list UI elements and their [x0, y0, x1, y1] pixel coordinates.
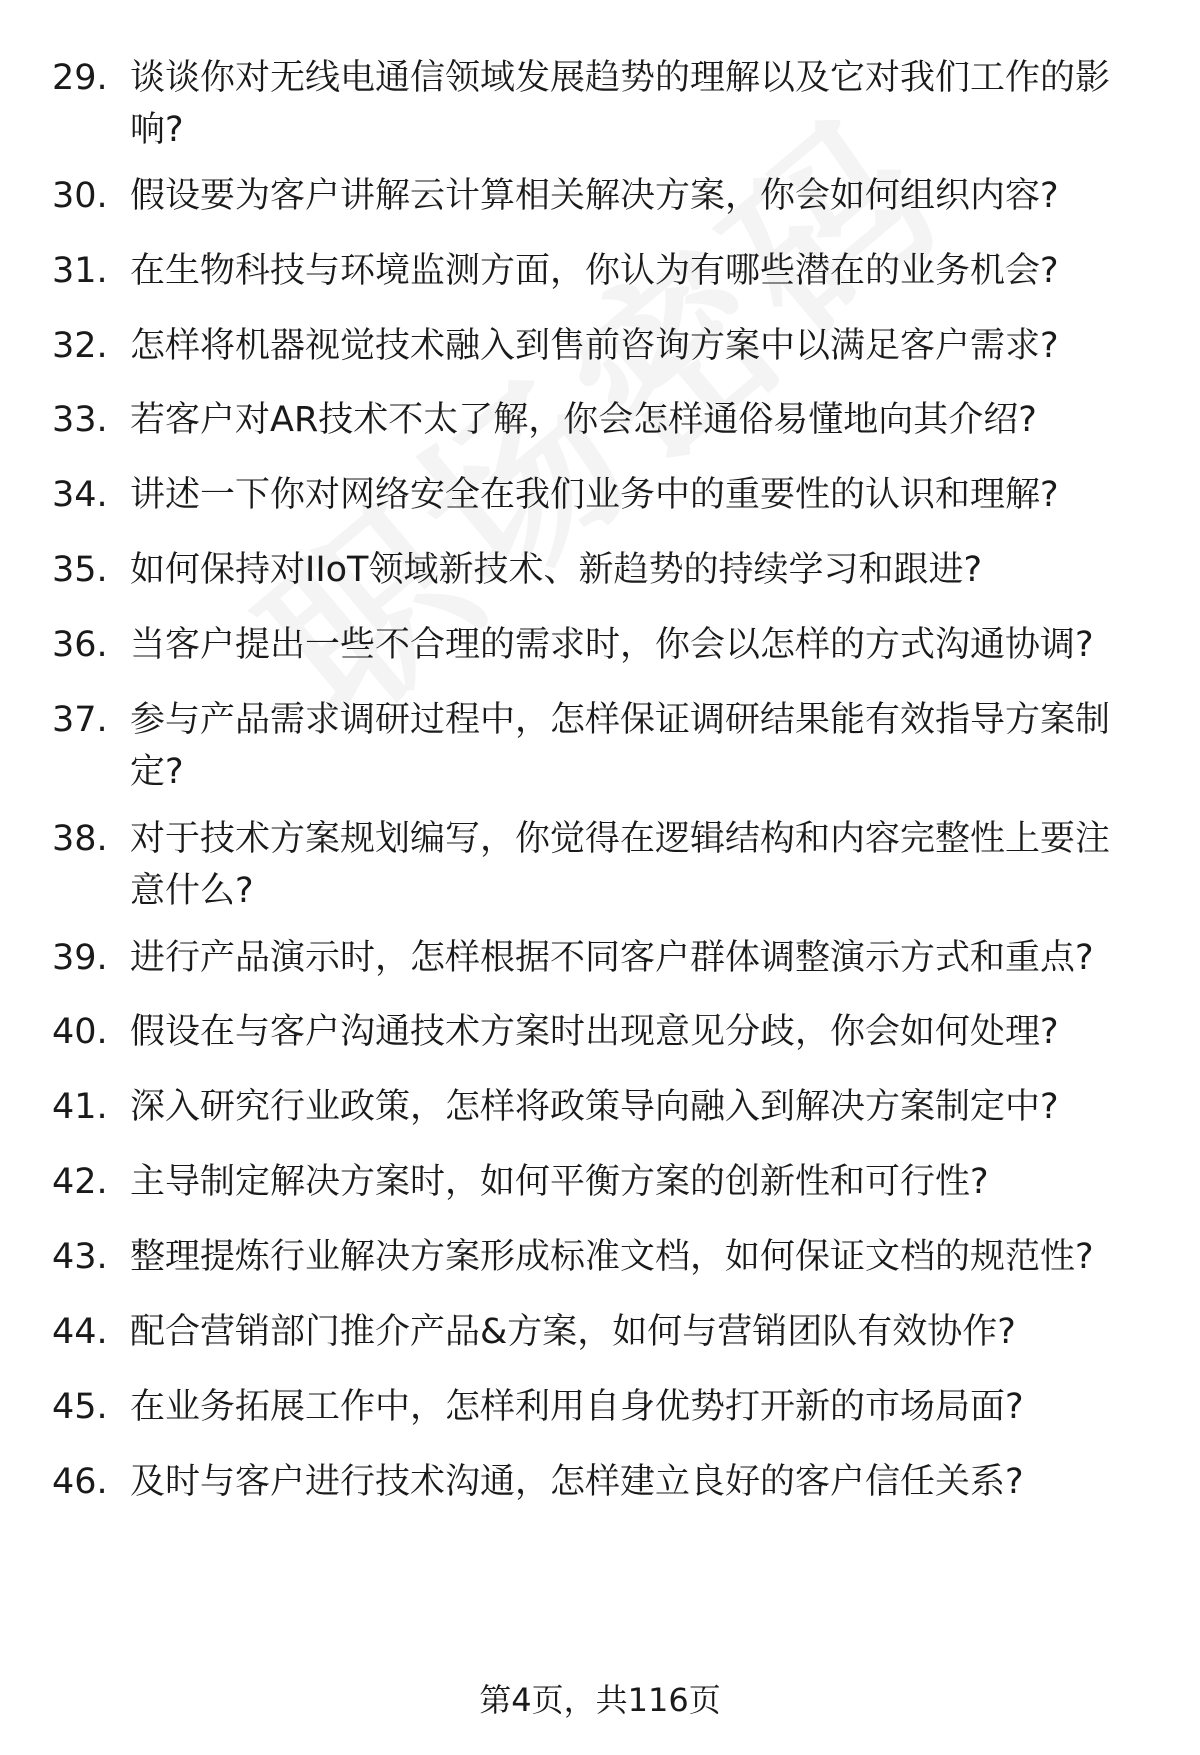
- question-number: 36.: [52, 625, 108, 665]
- question-text: 进行产品演示时，怎样根据不同客户群体调整演示方式和重点?: [130, 938, 1094, 978]
- question-number: 38.: [52, 819, 108, 859]
- question-text: 谈谈你对无线电通信领域发展趋势的理解以及它对我们工作的影响?: [130, 58, 1111, 150]
- question-number: 41.: [52, 1087, 108, 1127]
- question-text: 假设要为客户讲解云计算相关解决方案，你会如何组织内容?: [130, 176, 1059, 216]
- question-text: 主导制定解决方案时，如何平衡方案的创新性和可行性?: [130, 1162, 989, 1202]
- question-text: 怎样将机器视觉技术融入到售前咨询方案中以满足客户需求?: [130, 326, 1059, 366]
- question-number: 33.: [52, 400, 108, 440]
- question-text: 若客户对AR技术不太了解，你会怎样通俗易懂地向其介绍?: [130, 400, 1037, 440]
- question-number: 43.: [52, 1237, 108, 1277]
- question-text: 讲述一下你对网络安全在我们业务中的重要性的认识和理解?: [130, 475, 1059, 515]
- question-number: 35.: [52, 550, 108, 590]
- page-footer: 第4页，共116页: [479, 1681, 721, 1719]
- question-text: 深入研究行业政策，怎样将政策导向融入到解决方案制定中?: [130, 1087, 1059, 1127]
- question-number: 30.: [52, 176, 108, 216]
- question-text: 在生物科技与环境监测方面，你认为有哪些潜在的业务机会?: [130, 251, 1059, 291]
- question-text: 及时与客户进行技术沟通，怎样建立良好的客户信任关系?: [130, 1462, 1024, 1502]
- question-number: 44.: [52, 1312, 108, 1352]
- question-text: 整理提炼行业解决方案形成标准文档，如何保证文档的规范性?: [130, 1237, 1094, 1277]
- question-text: 对于技术方案规划编写，你觉得在逻辑结构和内容完整性上要注意什么?: [130, 819, 1111, 911]
- question-number: 37.: [52, 700, 108, 740]
- question-number: 31.: [52, 251, 108, 291]
- question-text: 配合营销部门推介产品&方案，如何与营销团队有效协作?: [130, 1312, 1016, 1352]
- question-number: 32.: [52, 326, 108, 366]
- question-text: 参与产品需求调研过程中，怎样保证调研结果能有效指导方案制定?: [130, 700, 1111, 792]
- question-text: 在业务拓展工作中，怎样利用自身优势打开新的市场局面?: [130, 1387, 1024, 1427]
- question-number: 45.: [52, 1387, 108, 1427]
- question-number: 40.: [52, 1012, 108, 1052]
- question-text: 假设在与客户沟通技术方案时出现意见分歧，你会如何处理?: [130, 1012, 1059, 1052]
- question-number: 42.: [52, 1162, 108, 1202]
- question-number: 46.: [52, 1462, 108, 1502]
- question-text: 当客户提出一些不合理的需求时，你会以怎样的方式沟通协调?: [130, 625, 1094, 665]
- question-text: 如何保持对IIoT领域新技术、新趋势的持续学习和跟进?: [130, 550, 983, 590]
- question-number: 29.: [52, 58, 108, 98]
- question-number: 34.: [52, 475, 108, 515]
- question-number: 39.: [52, 938, 108, 978]
